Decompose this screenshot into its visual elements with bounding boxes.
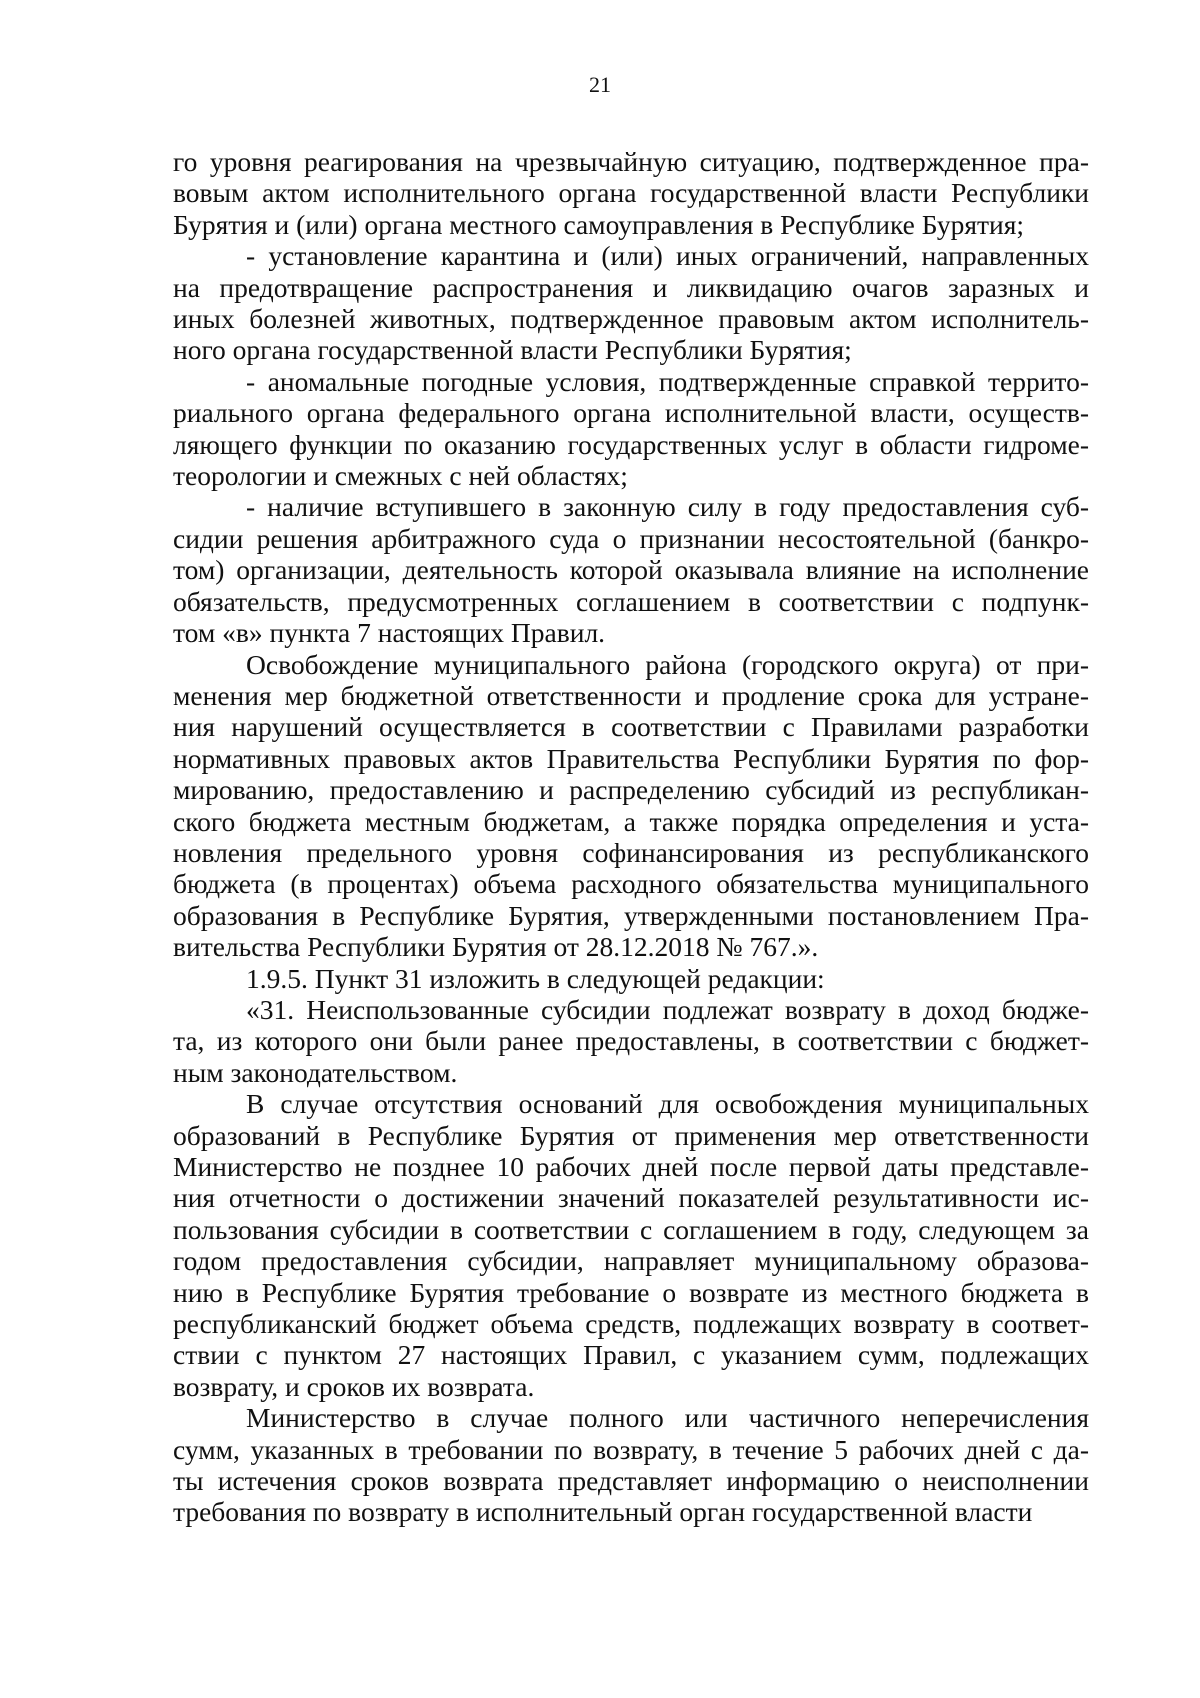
text-line: на предотвращение распространения и ликвидацию очагов заразных и [173,271,1089,303]
text-line: пользования субсидии в соответствии с соглашением в году, следующем за [173,1213,1089,1245]
text-line: го уровня реагирования на чрезвычайную ситуацию, подтвержденное пра- [173,146,1089,177]
text-line: нормативных правовых актов Правительства Республики Бурятия по фор- [173,742,1089,774]
paragraph [173,963,1089,994]
text-line: - установление карантина и (или) иных ограничений, направленных [246,240,1089,272]
text-line: 1.9.5. Пункт 31 изложить в следующей редакции: [246,962,825,994]
text-line: Министерство в случае полного или частичного неперечисления [246,1402,1089,1434]
text-line: иных болезней животных, подтвержденное правовым актом исполнитель- [173,303,1089,335]
text-line: ствии с пунктом 27 настоящих Правил, с указанием сумм, подлежащих [173,1339,1089,1371]
text-line: Освобождение муниципального района (городского округа) от при- [246,648,1089,680]
text-line: образований в Республике Бурятия от применения мер ответственности [173,1119,1089,1151]
text-line: сидии решения арбитражного суда о признании несостоятельной (банкро- [173,522,1089,554]
text-line: возврату, и сроков их возврата. [173,1370,535,1402]
text-line: новления предельного уровня софинансирования из республиканского [173,836,1089,868]
text-line: том «в» пункта 7 настоящих Правил. [173,617,606,649]
text-line: теорологии и смежных с ней областях; [173,460,628,492]
text-line: ты истечения сроков возврата представляет информацию о неисполнении [173,1465,1089,1497]
text-line: та, из которого они были ранее предоставлены, в соответствии с бюджет- [173,1025,1089,1057]
text-line: менения мер бюджетной ответственности и продление срока для устране- [173,679,1089,711]
text-line: Бурятия и (или) органа местного самоуправления в Республике Бурятия; [173,208,1024,240]
paragraph [173,1088,1089,1402]
text-line: сумм, указанных в требовании по возврату, в течение 5 рабочих дней с да- [173,1433,1089,1465]
text-line: ного органа государственной власти Республики Бурятия; [173,334,852,366]
text-line: республиканский бюджет объема средств, подлежащих возврату в соответ- [173,1308,1089,1340]
text-line: ным законодательством. [173,1056,458,1088]
paragraph [173,240,1089,366]
paragraph [173,649,1089,963]
text-line: образования в Республике Бурятия, утвержденными постановлением Пра- [173,899,1089,931]
document-body [173,146,1089,1528]
text-line: ляющего функции по оказанию государственных услуг в области гидроме- [173,428,1089,460]
text-line: вительства Республики Бурятия от 28.12.2018 № 767.». [173,931,819,963]
text-line: риального органа федерального органа исполнительной власти, осуществ- [173,397,1089,429]
text-line: том) организации, деятельность которой оказывала влияние на исполнение [173,554,1089,586]
page-number: 21 [589,72,611,97]
text-line: - аномальные погодные условия, подтвержденные справкой террито- [246,365,1089,397]
text-line: Министерство не позднее 10 рабочих дней после первой даты представле- [173,1151,1089,1182]
text-line: вовым актом исполнительного органа государственной власти Республики [173,177,1089,209]
text-line: В случае отсутствия оснований для освобождения муниципальных [246,1088,1089,1120]
paragraph [173,994,1089,1088]
text-line: обязательств, предусмотренных соглашением в соответствии с подпунк- [173,585,1089,617]
text-line: ского бюджета местным бюджетам, а также порядка определения и уста- [173,805,1089,837]
text-line: нию в Республике Бурятия требование о возврате из местного бюджета в [173,1276,1089,1308]
text-line: - наличие вступившего в законную силу в году предоставления суб- [246,491,1089,523]
paragraph [173,146,1089,240]
text-line: мированию, предоставлению и распределению субсидий из республикан- [173,774,1089,806]
text-line: ния отчетности о достижении значений показателей результативности ис- [173,1182,1089,1214]
paragraph [173,491,1089,648]
text-line: годом предоставления субсидии, направляет муниципальному образова- [173,1245,1089,1277]
text-line: ния нарушений осуществляется в соответствии с Правилами разработки [173,711,1089,743]
paragraph [173,1402,1089,1528]
text-line: требования по возврату в исполнительный орган государственной власти [173,1496,1033,1528]
text-line: бюджета (в процентах) объема расходного обязательства муниципального [173,868,1089,900]
text-line: «31. Неиспользованные субсидии подлежат возврату в доход бюдже- [246,993,1089,1025]
paragraph [173,366,1089,492]
